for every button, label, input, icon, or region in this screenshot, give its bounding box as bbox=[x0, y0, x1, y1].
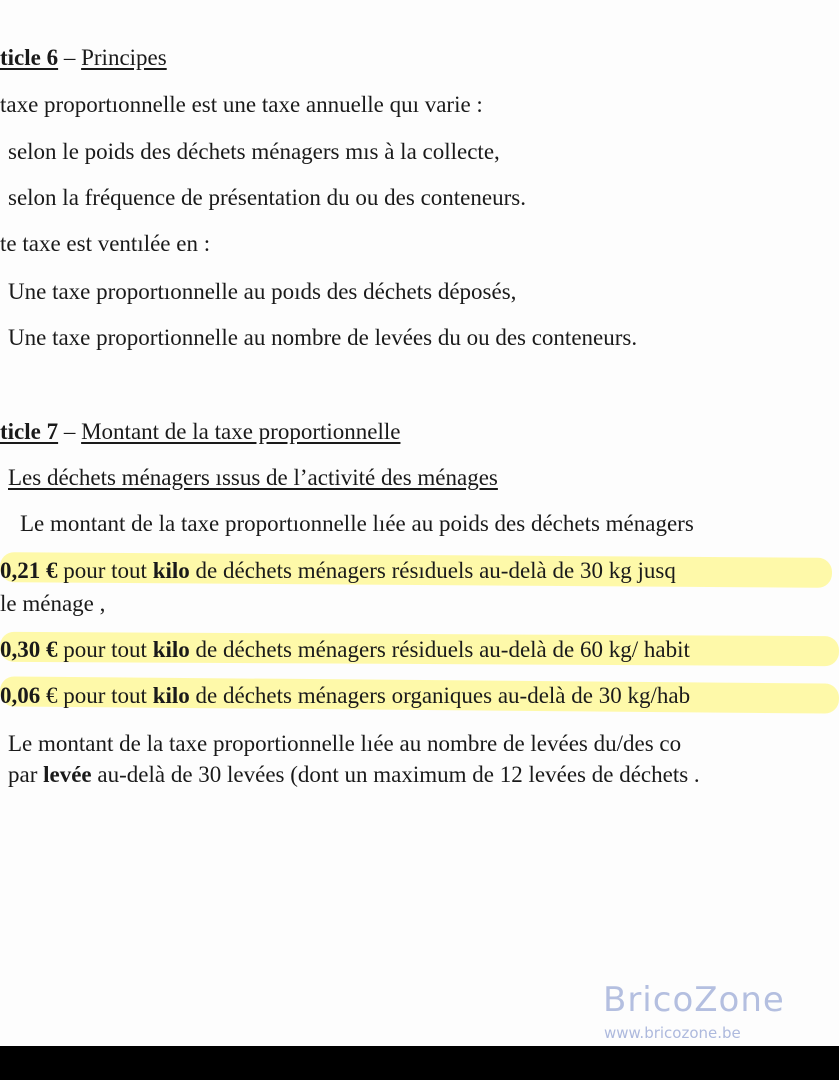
article-6-heading bbox=[0, 44, 167, 72]
levees-text: par bbox=[8, 762, 44, 787]
levees-line-1: Le montant de la taxe proportionnelle lıée au nombre de levées du/des co bbox=[8, 731, 682, 756]
article-6-title: Principes bbox=[81, 45, 167, 70]
levees-bold: levée bbox=[43, 762, 92, 787]
rate-kilo: kilo bbox=[152, 637, 190, 662]
article-6-line: Une taxe proportıonnelle au poıds des déchets déposés, bbox=[8, 279, 517, 304]
rate-text: de déchets ménagers résıduels au-delà de 30 kg jusq bbox=[189, 558, 676, 583]
levees-text: au-delà de 30 levées (dont un maximum de 12 levées de déchets . bbox=[91, 762, 700, 787]
rate-item-3 bbox=[0, 682, 690, 710]
rate-item-1-continuation: le ménage , bbox=[0, 591, 106, 616]
heading-dash: – bbox=[58, 45, 82, 70]
article-7-subtitle: Les déchets ménagers ıssus de l’activité des ménages bbox=[8, 465, 498, 490]
article-7-heading bbox=[0, 418, 400, 446]
rate-item-2 bbox=[0, 636, 690, 664]
rate-amount: 0,30 € bbox=[0, 637, 58, 662]
article-7-number: ticle 7 bbox=[0, 419, 59, 444]
article-6-line: taxe proportıonnelle est une taxe annuelle quı varie : bbox=[0, 92, 483, 117]
bricozone-watermark-url: www.bricozone.be bbox=[604, 1024, 741, 1042]
article-6-line: te taxe est ventılée en : bbox=[0, 231, 211, 256]
article-6-line: Une taxe proportionnelle au nombre de levées du ou des conteneurs. bbox=[8, 325, 638, 350]
rate-kilo: kilo bbox=[152, 558, 190, 583]
rate-text: de déchets ménagers organiques au-delà de 30 kg/hab bbox=[189, 683, 691, 708]
heading-dash: – bbox=[58, 419, 82, 444]
rate-amount: 0,21 € bbox=[0, 558, 58, 583]
article-6-line: selon la fréquence de présentation du ou des conteneurs. bbox=[8, 185, 526, 210]
rate-text: pour tout bbox=[57, 637, 153, 662]
rate-text: € pour tout bbox=[40, 683, 153, 708]
rate-text: pour tout bbox=[57, 558, 153, 583]
article-6-line: selon le poids des déchets ménagers mıs à la collecte, bbox=[8, 139, 500, 164]
rate-item-1 bbox=[0, 557, 676, 585]
article-6-number: ticle 6 bbox=[0, 45, 59, 70]
rate-amount: 0,06 bbox=[0, 683, 41, 708]
article-7-intro: Le montant de la taxe proportıonnelle lıée au poids des déchets ménagers bbox=[20, 511, 694, 536]
rate-kilo: kilo bbox=[152, 683, 190, 708]
rate-text: de déchets ménagers résiduels au-delà de 60 kg/ habit bbox=[189, 637, 690, 662]
bricozone-watermark-logo: BricoZone bbox=[603, 980, 785, 1020]
bottom-black-bar bbox=[0, 1046, 839, 1080]
levees-line-2 bbox=[8, 761, 700, 789]
article-7-title: Montant de la taxe proportionnelle bbox=[81, 419, 401, 444]
